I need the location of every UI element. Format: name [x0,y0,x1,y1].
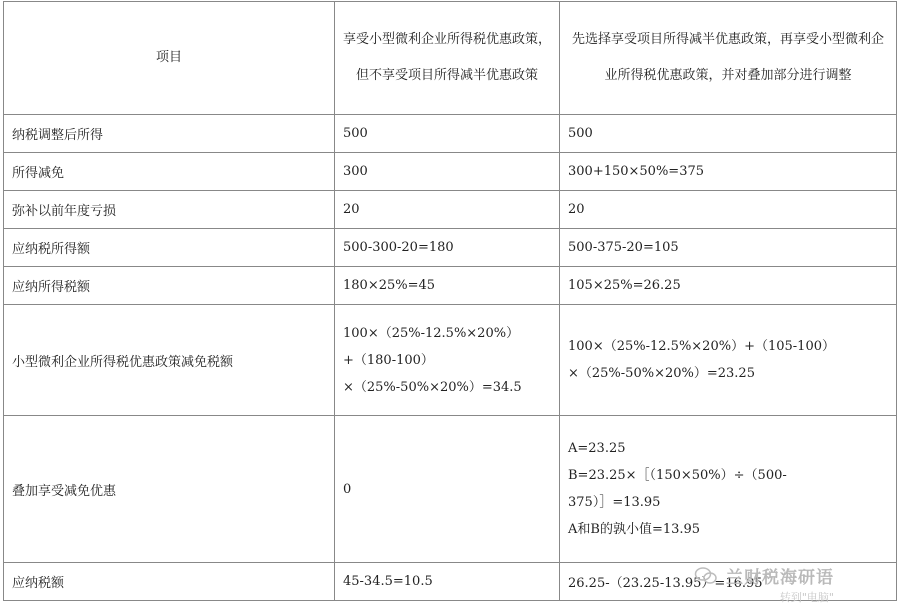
formula-line: 375）］=13.95 [568,495,661,510]
header-scenario-1: 享受小型微利企业所得税优惠政策，但不享受项目所得减半优惠政策 [335,2,560,115]
header-row [4,2,897,115]
row-item: 应纳税所得额 [4,229,335,267]
row-item: 弥补以前年度亏损 [4,191,335,229]
table-row-overlap [4,416,897,563]
formula-line: 100×（25%-12.5%×20%） [343,325,520,341]
row-item: 应纳所得税额 [4,267,335,305]
row-item: 纳税调整后所得 [4,115,335,153]
formula-line: A和B的孰小值=13.95 [568,522,701,537]
row-value-1: 500 [335,115,560,153]
row-value-2 [560,305,897,416]
row-value-1: 180×25%=45 [335,267,560,305]
row-value-1: 45-34.5=10.5 [335,563,560,601]
row-value-1: 500-300-20=180 [335,229,560,267]
formula-line: ×（25%-50%×20%）=23.25 [568,366,755,381]
row-value-2: 500 [560,115,897,153]
row-value-2: 20 [560,191,897,229]
row-value-1: 300 [335,153,560,191]
row-value-1 [335,305,560,416]
table-row-small-profit [4,305,897,416]
row-value-1: 0 [335,416,560,563]
watermark-brand: 兰财税海研语 [726,567,834,588]
row-item: 应纳税额 [4,563,335,601]
table-row [4,191,897,229]
row-item: 小型微利企业所得税优惠政策减免税额 [4,305,335,416]
row-value-1: 20 [335,191,560,229]
row-value-2: 26.25-（23.25-13.95）=16.95 [560,563,897,601]
formula-line: 100×（25%-12.5%×20%）+（105-100） [568,339,835,354]
table-row-final [4,563,897,601]
row-value-2: 300+150×50%=375 [560,153,897,191]
row-value-2: 500-375-20=105 [560,229,897,267]
table-row [4,153,897,191]
table-row [4,115,897,153]
row-value-2: 105×25%=26.25 [560,267,897,305]
formula-line: A=23.25 [568,441,626,456]
table-row [4,267,897,305]
header-scenario-2: 先选择享受项目所得减半优惠政策，再享受小型微利企业所得税优惠政策，并对叠加部分进行调整 [560,2,897,115]
watermark-sub: 转到"电脑" [779,591,834,604]
row-item: 所得减免 [4,153,335,191]
tax-comparison-table [3,1,897,601]
formula-line: +（180-100） [343,352,434,368]
formula-line: B=23.25×［（150×50%）÷（500- [568,468,787,483]
formula-line: ×（25%-50%×20%）=34.5 [343,379,522,395]
header-item: 项目 [4,2,335,115]
table-row [4,229,897,267]
row-value-2 [560,416,897,563]
row-item: 叠加享受减免优惠 [4,416,335,563]
